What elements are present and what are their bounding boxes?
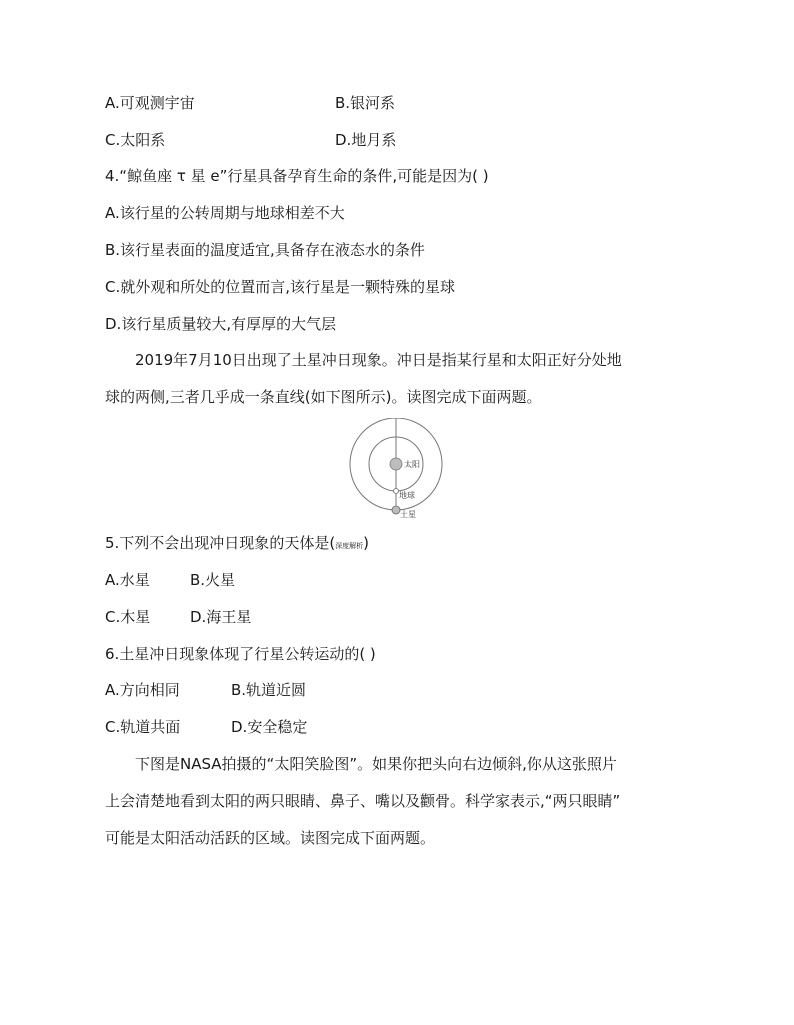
q3-option-d: D.地月系 [335,131,397,149]
q6-option-b: B.轨道近圆 [231,681,307,699]
q5-option-row-2 [105,607,252,627]
q6-option-d: D.安全稳定 [231,718,308,736]
q6-option-row-1 [105,680,307,700]
q3-option-c: C.太阳系 [105,131,166,149]
q4-option-c: C.就外观和所处的位置而言,该行星是一颗特殊的星球 [105,278,456,296]
q3-option-b: B.银河系 [335,94,396,112]
passage2-line-2: 上会清楚地看到太阳的两只眼睛、鼻子、嘴以及颧骨。科学家表示,“两只眼睛” [105,792,621,810]
earth-label: 地球 [399,491,415,500]
q5-stem: 5.下列不会出现冲日现象的天体是( [105,534,336,552]
saturn-icon [392,506,400,514]
q4-stem: 4.“鲸鱼座 τ 星 e”行星具备孕育生命的条件,可能是因为( ) [105,167,489,185]
q4-option-d: D.该行星质量较大,有厚厚的大气层 [105,315,337,333]
passage2-line-3: 可能是太阳活动活跃的区域。读图完成下面两题。 [105,829,436,847]
q6-option-c: C.轨道共面 [105,718,181,736]
q5-stem-row [105,533,369,556]
q3-option-row-2 [105,130,397,150]
q5-option-c: C.木星 [105,608,151,626]
q3-option-a: A.可观测宇宙 [105,94,195,112]
opposition-diagram [349,418,445,522]
q4-option-b: B.该行星表面的温度适宜,具备存在液态水的条件 [105,241,425,259]
sun-icon [390,458,402,470]
q5-option-a: A.水星 [105,571,150,589]
q5-stem-close: ) [363,534,370,552]
earth-icon [394,489,399,494]
q5-option-d: D.海王星 [190,608,252,626]
q6-stem: 6.土星冲日现象体现了行星公转运动的( ) [105,645,376,663]
passage1-line-2: 球的两侧,三者几乎成一条直线(如下图所示)。读图完成下面两题。 [105,388,542,406]
passage1-line-1: 2019年7月10日出现了土星冲日现象。冲日是指某行星和太阳正好分处地 [135,351,622,369]
q5-option-b: B.火星 [190,571,236,589]
q3-option-row-1 [105,93,396,113]
passage2-line-1: 下图是NASA拍摄的“太阳笑脸图”。如果你把头向右边倾斜,你从这张照片 [135,755,617,773]
saturn-label: 土星 [400,510,416,519]
sun-label: 太阳 [404,460,420,469]
q6-option-a: A.方向相同 [105,681,180,699]
q4-option-a: A.该行星的公转周期与地球相差不大 [105,204,345,222]
q5-stem-note: 深度解析 [335,542,364,550]
q5-option-row-1 [105,570,236,590]
q6-option-row-2 [105,717,308,737]
